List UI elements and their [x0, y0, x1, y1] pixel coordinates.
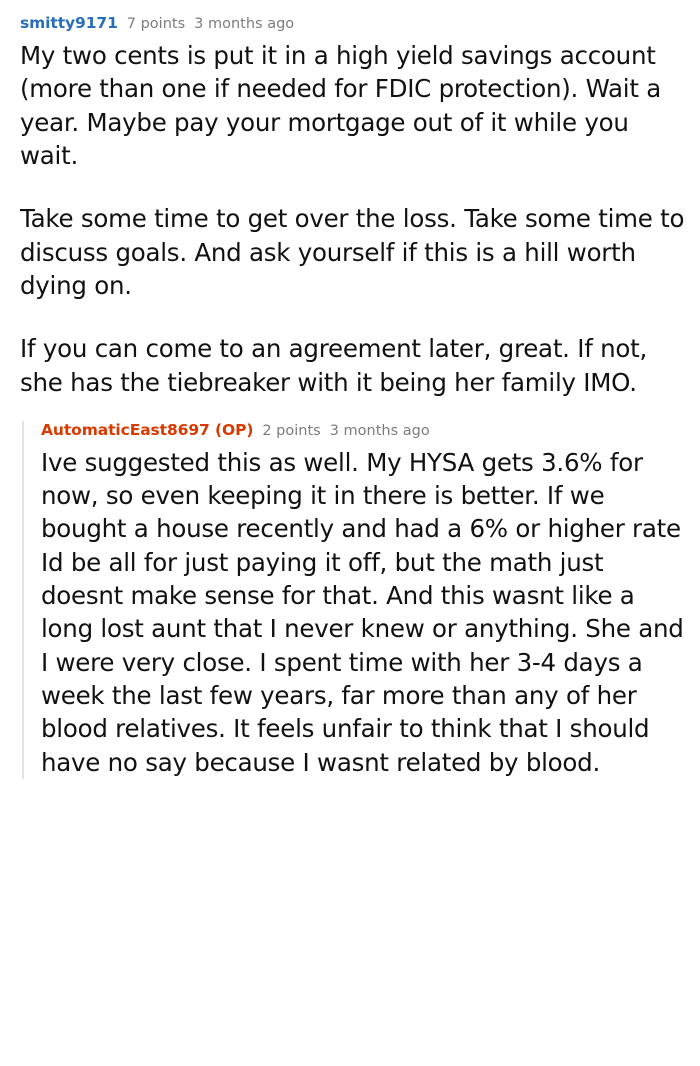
comment-body [20, 39, 688, 399]
comment-points: 2 points [262, 422, 321, 439]
comment-paragraph: Take some time to get over the loss. Take some time to discuss goals. And ask yourself if this is a hill worth dying on. [20, 204, 685, 300]
comment-paragraph: If you can come to an agreement later, great. If not, she has the tiebreaker with it being her family IMO. [20, 334, 648, 397]
comment-meta [20, 14, 688, 32]
comment-author-link[interactable]: smitty9171 [20, 14, 118, 32]
comment-paragraph: My two cents is put it in a high yield savings account (more than one if needed for FDIC protection). Wait a year. Maybe pay your mortgage out of it while you wait. [20, 41, 661, 170]
comment-body [41, 446, 688, 779]
comment-author-link-op[interactable]: AutomaticEast8697 (OP) [41, 420, 254, 439]
comment-reply [22, 421, 688, 779]
comment-timestamp: 3 months ago [329, 422, 430, 439]
comment-timestamp: 3 months ago [194, 16, 295, 32]
comment-paragraph: Ive suggested this as well. My HYSA gets 3.6% for now, so even keeping it in there is better. If we bought a house recently and had a 6% or higher rate Id be all for just paying it off, but the math just doesnt make sense for that. And this wasnt like a long lost aunt that I never knew or anything. She and I were very close. I spent time with her 3-4 days a week the last few years, far more than any of her blood relatives. It feels unfair to think that I should have no say because I wasnt related by blood. [41, 447, 684, 777]
comment-points: 7 points [126, 16, 186, 32]
comment-meta [41, 421, 688, 439]
comment-root [20, 14, 688, 779]
